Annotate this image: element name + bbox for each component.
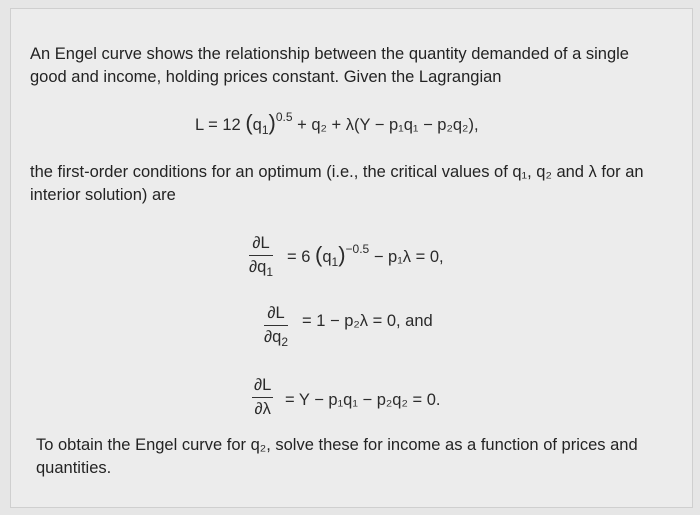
conclusion-paragraph: To obtain the Engel curve for q₂, solve these for income as a function of prices and quantities.	[36, 436, 638, 477]
eq2-rhs: = 1 − p₂λ = 0, and	[302, 312, 433, 330]
lagrangian-equation: L = 12 $(q_1)^{0.5} + q_2 + \lambda(Y - p_1q_1 - p_2q_2)$,	[195, 110, 479, 137]
eq3-rhs: = Y − p₁q₁ − p₂q₂ = 0.	[285, 391, 441, 409]
eq1-fraction: ∂L $\partial q_1$	[249, 234, 274, 279]
eq3-fraction: ∂L ∂λ	[254, 376, 272, 418]
intro-paragraph: An Engel curve shows the relationship between the quantity demanded of a single good and income, holding prices constant. Given the Lagrangian	[30, 45, 629, 86]
document-page	[10, 8, 693, 508]
foc-paragraph: the first-order conditions for an optimum (i.e., the critical values of q₁, q₂ and λ for an interior solution) are	[30, 163, 644, 204]
eq2-fraction: ∂L $\partial q_2$	[264, 304, 289, 349]
eq1-rhs: = 6 $(q_1)^{-0.5} - p_1\lambda = 0$,	[287, 242, 444, 269]
